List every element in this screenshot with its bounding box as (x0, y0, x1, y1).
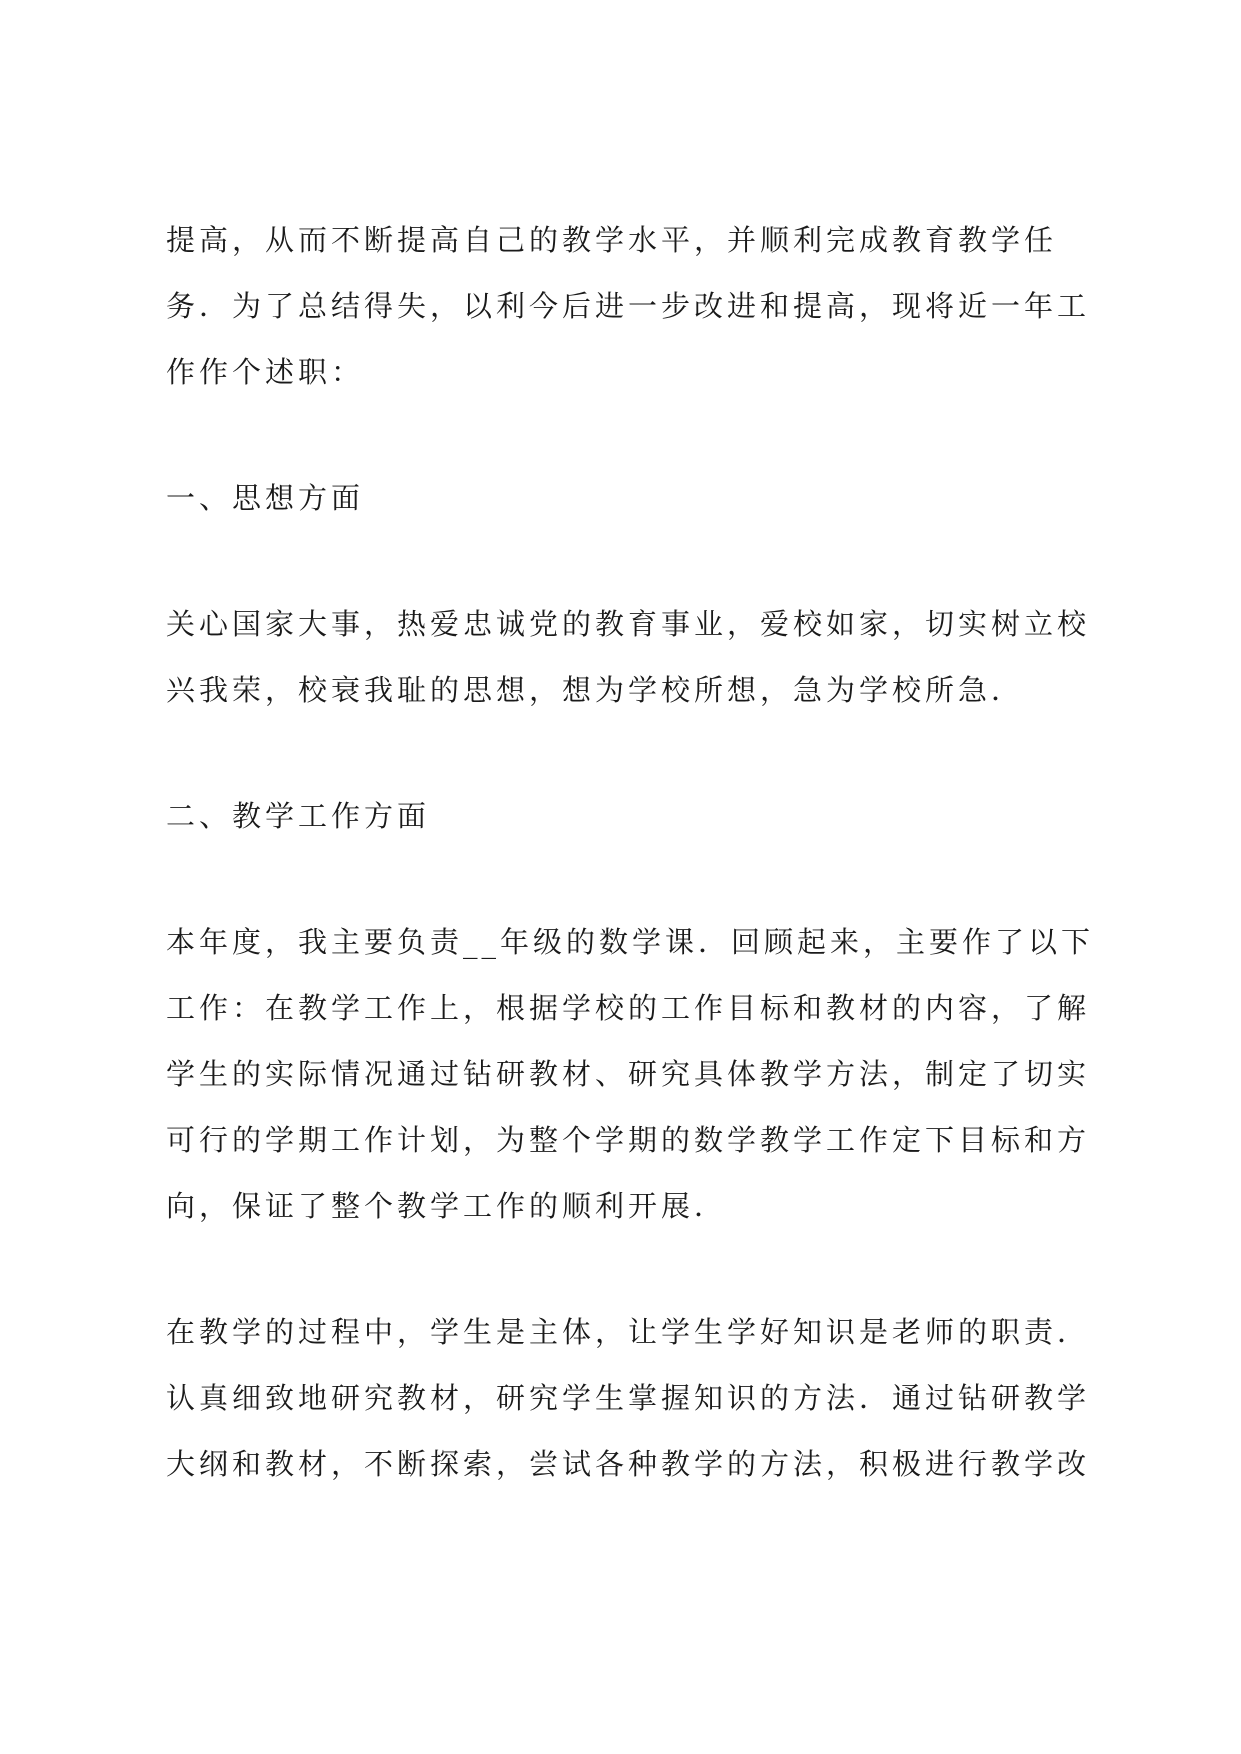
text-line: 可行的学期工作计划，为整个学期的数学教学工作定下目标和方 (166, 1123, 1091, 1157)
teaching-paragraph-2 (166, 1315, 1091, 1513)
text-line: 认真细致地研究教材，研究学生掌握知识的方法．通过钻研教学 (166, 1381, 1091, 1415)
section-heading-ideology: 一、思想方面 (166, 481, 365, 515)
text-line: 关心国家大事，热爱忠诚党的教育事业，爱校如家，切实树立校 (166, 607, 1091, 641)
document-body (166, 223, 1095, 1513)
ideology-paragraph (166, 607, 1091, 739)
text-line: 本年度，我主要负责__年级的数学课．回顾起来，主要作了以下 (166, 925, 1095, 959)
text-line: 工作：在教学工作上，根据学校的工作目标和教材的内容，了解 (166, 991, 1091, 1025)
text-line: 向，保证了整个教学工作的顺利开展． (166, 1189, 728, 1223)
text-line: 兴我荣，校衰我耻的思想，想为学校所想，急为学校所急． (166, 673, 1025, 707)
text-line: 提高，从而不断提高自己的教学水平，并顺利完成教育教学任 (166, 223, 1058, 257)
text-line: 务．为了总结得失，以利今后进一步改进和提高，现将近一年工 (166, 289, 1091, 323)
text-line: 在教学的过程中，学生是主体，让学生学好知识是老师的职责． (166, 1315, 1091, 1349)
section-heading-teaching: 二、教学工作方面 (166, 799, 431, 833)
teaching-paragraph-1 (166, 925, 1095, 1255)
text-line: 大纲和教材，不断探索，尝试各种教学的方法，积极进行教学改 (166, 1447, 1091, 1481)
text-line: 学生的实际情况通过钻研教材、研究具体教学方法，制定了切实 (166, 1057, 1091, 1091)
intro-paragraph (166, 223, 1091, 421)
text-line: 作作个述职： (166, 355, 365, 389)
